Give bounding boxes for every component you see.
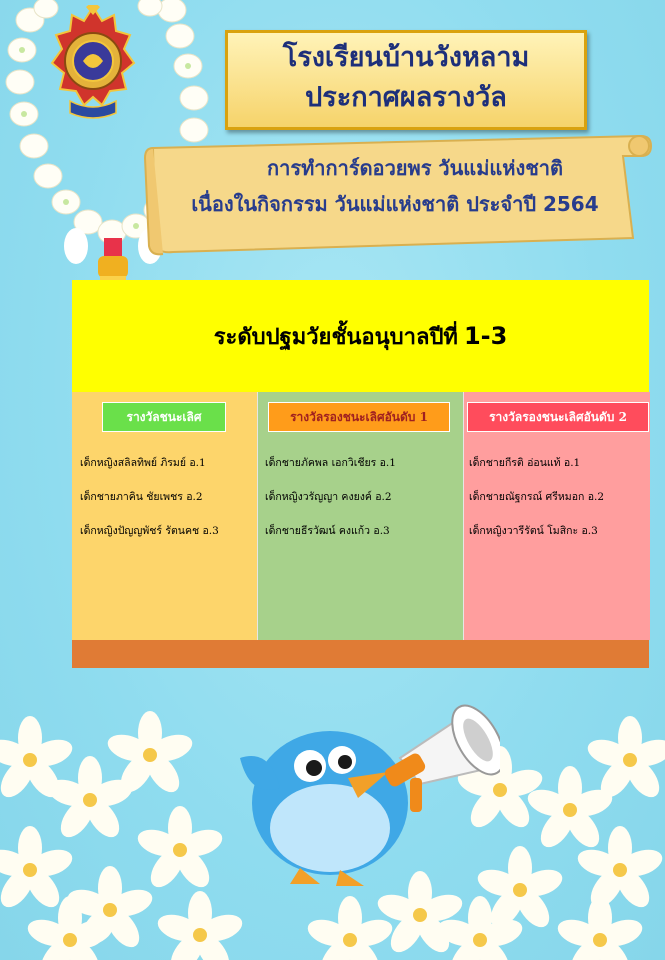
award-title-runner-up-2: รางวัลรองชนะเลิศอันดับ 2: [467, 402, 649, 432]
table-footer-bar: [72, 640, 649, 668]
list-item: เด็กชายกีรติ อ่อนแท้ อ.1: [469, 457, 581, 469]
school-seal-icon: [50, 5, 136, 123]
banner-line-2: เนื่องในกิจกรรม วันแม่แห่งชาติ ประจำปี 2564: [191, 192, 599, 216]
level-label: ระดับปฐมวัยชั้นอนุบาลปีที่: [213, 323, 458, 350]
award-title-runner-up-1: รางวัลรองชนะเลิศอันดับ 1: [268, 402, 450, 432]
list-item: เด็กหญิงวารีรัตน์ โมสิกะ อ.3: [469, 525, 598, 537]
list-item: เด็กชายภัคพล เอกวิเชียร อ.1: [265, 457, 396, 469]
list-item: เด็กหญิงวรัญญา คงยงค์ อ.2: [265, 491, 392, 503]
list-item: เด็กหญิงสลิลทิพย์ ภิรมย์ อ.1: [80, 457, 206, 469]
award-column-runner-up-1: [257, 392, 464, 640]
award-column-winner: [72, 392, 257, 640]
announcement-title: ประกาศผลรางวัล: [305, 82, 507, 113]
winner-list: [72, 452, 257, 554]
banner-line-1: การทำการ์ดอวยพร วันแม่แห่งชาติ: [266, 156, 564, 180]
list-item: เด็กชายภาคิน ชัยเพชร อ.2: [80, 491, 203, 503]
award-column-runner-up-2: [463, 392, 650, 640]
level-header: [72, 280, 649, 392]
list-item: เด็กชายธีรวัฒน์ คงแก้ว อ.3: [265, 525, 390, 537]
bird-megaphone-icon: [230, 668, 500, 893]
banner-text: [150, 150, 640, 222]
winner-list: [464, 452, 650, 554]
list-item: เด็กหญิงปัญญพัชร์ รัตนคช อ.3: [80, 525, 219, 537]
winner-list: [258, 452, 464, 554]
list-item: เด็กชายณัฐกรณ์ ศรีหมอก อ.2: [469, 491, 605, 503]
title-box: [225, 30, 587, 130]
award-title-winner: รางวัลชนะเลิศ: [102, 402, 226, 432]
level-grades: 1-3: [463, 322, 508, 350]
school-name: โรงเรียนบ้านวังหลาม: [282, 42, 530, 73]
